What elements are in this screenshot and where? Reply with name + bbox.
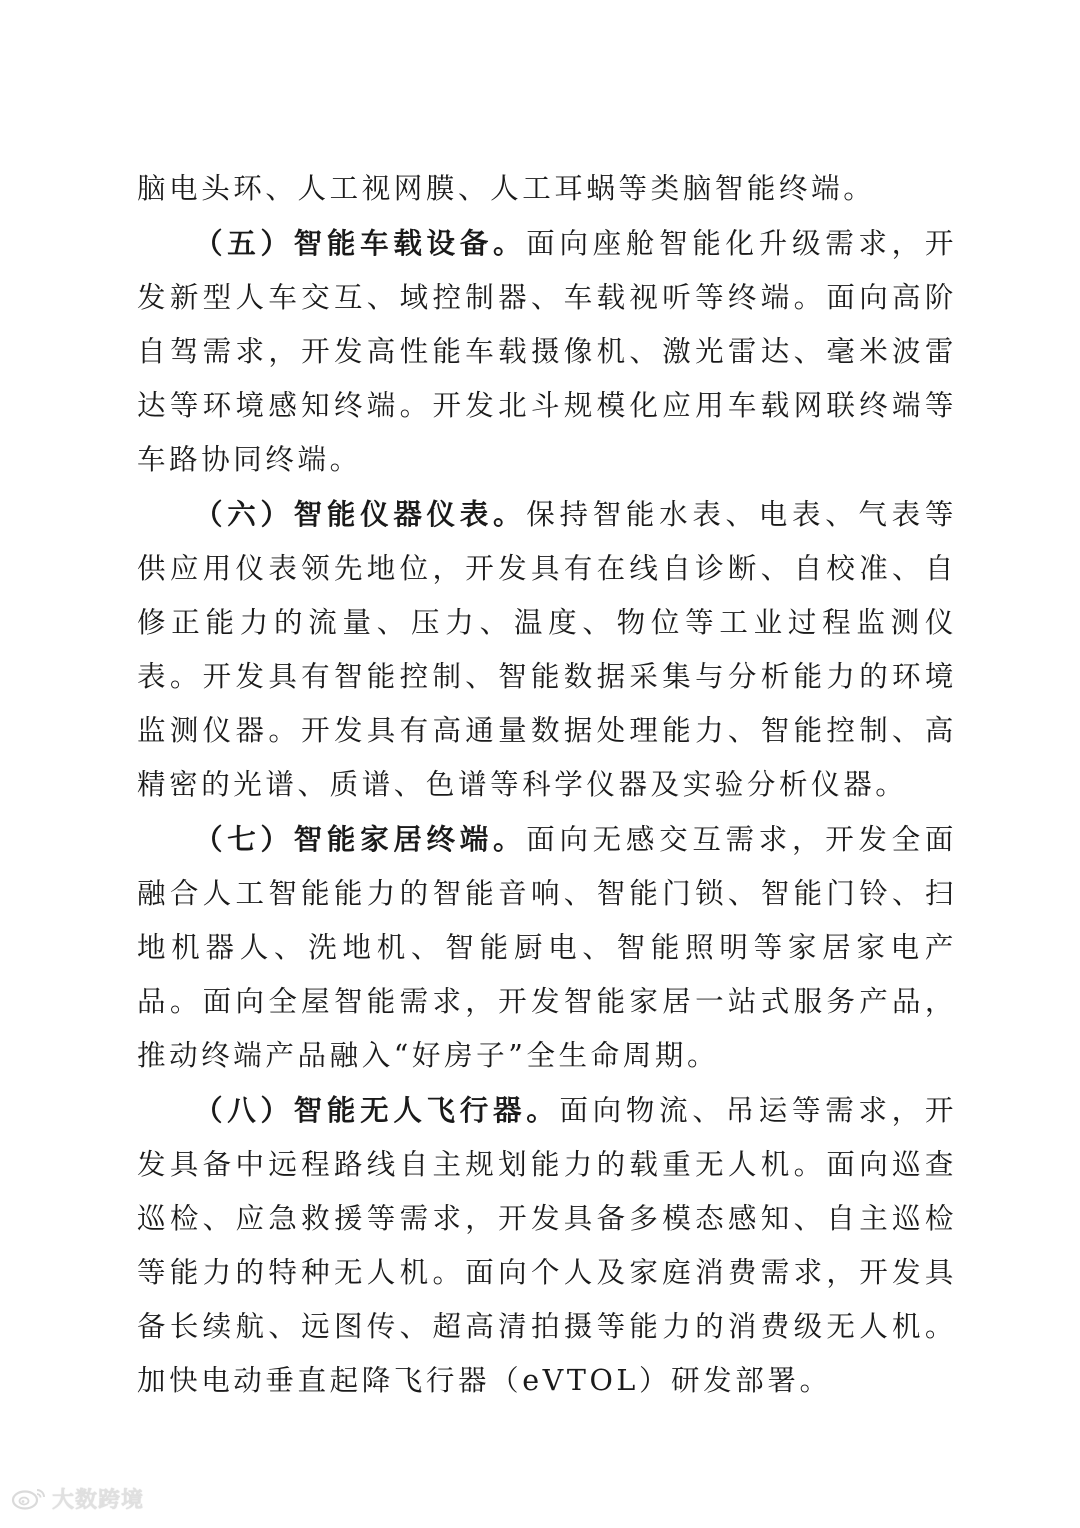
paragraph-section-6: [137, 487, 957, 812]
paragraph-section-8: [137, 1083, 957, 1408]
section-heading: （七）智能家居终端。: [194, 822, 527, 856]
paragraph-section-5: [137, 216, 957, 487]
section-heading: （五）智能车载设备。: [194, 226, 527, 260]
paragraph-text: 面向物流、吊运等需求，开发具备中远程路线自主规划能力的载重无人机。面向巡查巡检、应急救援等需求，开发具备多模态感知、自主巡检等能力的特种无人机。面向个人及家庭消费需求，开发具备长续航、远图传、超高清拍摄等能力的消费级无人机。加快电动垂直起降飞行器（eVTOL）研发部署。: [137, 1094, 957, 1397]
section-heading: （八）智能无人飞行器。: [194, 1093, 560, 1127]
watermark: [10, 1480, 144, 1516]
paragraph-0: [137, 162, 957, 216]
section-heading: （六）智能仪器仪表。: [194, 497, 527, 531]
paragraph-text: 保持智能水表、电表、气表等供应用仪表领先地位，开发具有在线自诊断、自校准、自修正能力的流量、压力、温度、物位等工业过程监测仪表。开发具有智能控制、智能数据采集与分析能力的环境监测仪器。开发具有高通量数据处理能力、智能控制、高精密的光谱、质谱、色谱等科学仪器及实验分析仪器。: [137, 498, 957, 801]
paragraph-text: 脑电头环、人工视网膜、人工耳蜗等类脑智能终端。: [137, 172, 876, 205]
paragraph-text: 面向座舱智能化升级需求，开发新型人车交互、域控制器、车载视听等终端。面向高阶自驾需求，开发高性能车载摄像机、激光雷达、毫米波雷达等环境感知终端。开发北斗规模化应用车载网联终端等车路协同终端。: [137, 227, 957, 476]
paragraph-text: 面向无感交互需求，开发全面融合人工智能能力的智能音响、智能门锁、智能门铃、扫地机器人、洗地机、智能厨电、智能照明等家居家电产品。面向全屋智能需求，开发智能家居一站式服务产品，推动终端产品融入“好房子”全生命周期。: [137, 823, 957, 1072]
weibo-logo-icon: [10, 1485, 48, 1511]
paragraph-section-7: [137, 812, 957, 1083]
body-text: [137, 162, 957, 1408]
watermark-text: 大数跨境: [52, 1487, 145, 1513]
